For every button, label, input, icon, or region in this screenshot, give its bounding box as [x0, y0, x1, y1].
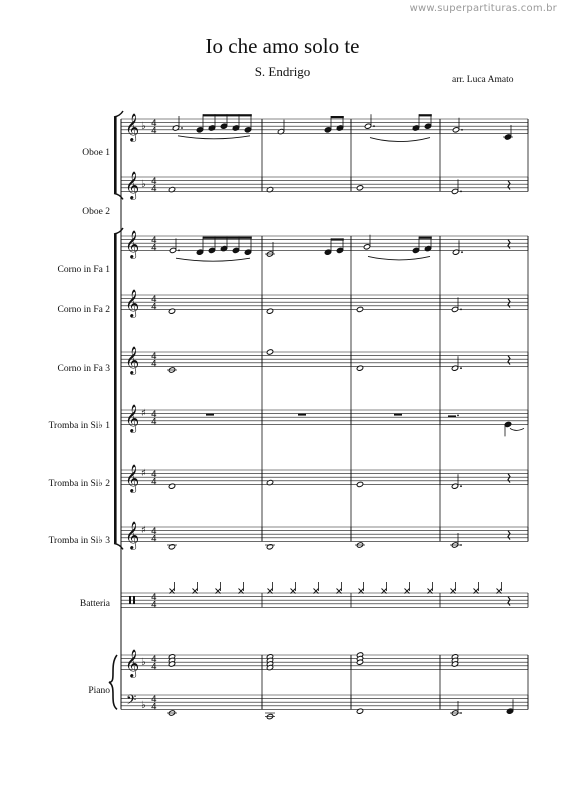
- time-signature-numerator: 4: [151, 177, 157, 187]
- augmentation-dot: [373, 125, 375, 127]
- treble-clef: 𝄞: [125, 464, 140, 492]
- time-signature-denominator: 4: [151, 417, 157, 428]
- staff-marks: [109, 111, 528, 712]
- augmentation-dot: [457, 415, 459, 417]
- treble-clef: 𝄞: [125, 346, 140, 374]
- eighth-note: [220, 123, 227, 129]
- time-signature-numerator: 4: [151, 695, 157, 705]
- half-note: [277, 128, 284, 134]
- eighth-note: [412, 125, 419, 131]
- half-note: [451, 483, 458, 489]
- augmentation-dot: [461, 129, 463, 131]
- augmentation-dot: [460, 367, 462, 369]
- time-signature-numerator: 4: [151, 527, 157, 537]
- staff-lines: [121, 119, 528, 709]
- oboe-bracket-top: [114, 111, 123, 117]
- whole-note: [168, 483, 175, 489]
- augmentation-dot: [178, 250, 180, 252]
- whole-rest: [206, 414, 214, 416]
- eighth-note: [244, 127, 251, 133]
- slur: [370, 138, 430, 142]
- arranger-credit: arr. Luca Amato: [452, 75, 514, 85]
- time-signature-numerator: 4: [151, 655, 157, 665]
- eighth-beam: [331, 238, 344, 240]
- whole-note: [356, 481, 363, 487]
- key-flat: ♭: [141, 657, 146, 668]
- time-signature-denominator: 4: [151, 126, 157, 137]
- slur: [176, 258, 250, 261]
- instrument-label-corno-2: Corno in Fa 2: [57, 305, 110, 315]
- instrument-label-corno-3: Corno in Fa 3: [57, 364, 110, 374]
- instrument-label-oboe-2: Oboe 2: [82, 207, 110, 217]
- half-note: [452, 249, 459, 255]
- time-signature-denominator: 4: [151, 600, 157, 611]
- time-signature-denominator: 4: [151, 534, 157, 545]
- quarter-rest: [508, 299, 510, 308]
- augmentation-dot: [460, 544, 462, 546]
- quarter-rest: [508, 181, 510, 190]
- time-signature-numerator: 4: [151, 352, 157, 362]
- instrument-label-corno-1: Corno in Fa 1: [57, 265, 110, 275]
- treble-clef: 𝄞: [125, 113, 140, 141]
- oboe-bracket-bottom: [114, 193, 123, 199]
- brass-bracket: [114, 234, 117, 543]
- key-flat: ♭: [141, 179, 146, 190]
- time-signature-numerator: 4: [151, 593, 157, 603]
- half-note: [172, 125, 179, 131]
- time-signature-denominator: 4: [151, 184, 157, 195]
- eighth-note: [208, 247, 215, 253]
- key-sharp: ♯: [141, 468, 146, 479]
- composer-name: S. Endrigo: [254, 64, 311, 79]
- treble-clef: 𝄞: [125, 230, 140, 258]
- quarter-rest: [508, 474, 510, 483]
- eighth-note: [412, 247, 419, 253]
- whole-rest: [394, 414, 402, 416]
- time-signature-numerator: 4: [151, 236, 157, 246]
- eighth-note: [196, 127, 203, 133]
- eighth-note: [336, 125, 343, 131]
- time-signature-denominator: 4: [151, 302, 157, 313]
- augmentation-dot: [461, 251, 463, 253]
- half-note: [363, 244, 370, 250]
- eighth-note: [424, 123, 431, 129]
- eighth-beam: [419, 237, 432, 239]
- instrument-label-tromba-2: Tromba in Si♭ 2: [48, 479, 110, 489]
- key-sharp: ♯: [141, 408, 146, 419]
- half-note: [451, 306, 458, 312]
- whole-note: [168, 544, 175, 550]
- augmentation-dot: [460, 309, 462, 311]
- eighth-note: [324, 127, 331, 133]
- whole-note: [168, 186, 175, 192]
- piano-brace: [109, 655, 117, 709]
- instrument-label-piano: Piano: [88, 686, 110, 696]
- time-signature-numerator: 4: [151, 410, 157, 420]
- time-signature-denominator: 4: [151, 702, 157, 713]
- eighth-note: [220, 245, 227, 251]
- treble-clef: 𝄞: [125, 521, 140, 549]
- time-signature-denominator: 4: [151, 662, 157, 673]
- whole-note: [266, 349, 273, 355]
- brass-bracket-bottom: [114, 543, 123, 549]
- treble-clef: 𝄞: [125, 171, 140, 199]
- instrument-label-batteria: Batteria: [79, 599, 110, 609]
- site-watermark: www.superpartituras.com.br: [409, 3, 557, 14]
- treble-clef: 𝄞: [125, 404, 140, 432]
- eighth-note: [232, 247, 239, 253]
- eighth-note: [196, 249, 203, 255]
- eighth-beam: [203, 237, 252, 239]
- percussion-clef: [133, 596, 135, 604]
- whole-note: [266, 479, 273, 485]
- bass-clef: 𝄢: [126, 692, 137, 711]
- treble-clef: 𝄞: [125, 649, 140, 677]
- score-title: Io che amo solo te: [205, 34, 360, 58]
- whole-note: [356, 185, 363, 191]
- half-note: [169, 247, 176, 253]
- quarter-rest: [508, 240, 510, 249]
- quarter-note: [506, 708, 513, 714]
- instrument-label-tromba-3: Tromba in Si♭ 3: [48, 536, 110, 546]
- slur: [178, 136, 250, 139]
- eighth-note: [232, 125, 239, 131]
- augmentation-dot: [460, 191, 462, 193]
- augmentation-dot: [460, 712, 462, 714]
- tie: [510, 428, 524, 430]
- oboe-bracket: [114, 117, 117, 193]
- eighth-beam: [331, 116, 344, 118]
- whole-note: [356, 708, 363, 714]
- whole-note: [356, 365, 363, 371]
- whole-note: [266, 186, 273, 192]
- quarter-rest: [508, 356, 510, 365]
- half-note: [452, 127, 459, 133]
- whole-note: [168, 308, 175, 314]
- treble-clef: 𝄞: [125, 289, 140, 317]
- whole-note: [266, 308, 273, 314]
- eighth-beam: [203, 114, 252, 116]
- augmentation-dot: [460, 485, 462, 487]
- key-sharp: ♯: [141, 525, 146, 536]
- eighth-note: [208, 125, 215, 131]
- quarter-note: [504, 421, 511, 427]
- whole-note: [266, 544, 273, 550]
- whole-note: [356, 306, 363, 312]
- quarter-rest: [508, 597, 510, 606]
- key-flat: ♭: [141, 121, 146, 132]
- augmentation-dot: [181, 127, 183, 129]
- half-note: [451, 365, 458, 371]
- eighth-beam: [419, 114, 432, 116]
- brass-bracket-top: [114, 228, 123, 234]
- time-signature-denominator: 4: [151, 243, 157, 254]
- time-signature-denominator: 4: [151, 477, 157, 488]
- key-flat: ♭: [141, 700, 146, 711]
- eighth-note: [244, 249, 251, 255]
- percussion-clef: [129, 596, 131, 604]
- time-signature-numerator: 4: [151, 119, 157, 129]
- time-signature-numerator: 4: [151, 295, 157, 305]
- eighth-note: [424, 245, 431, 251]
- time-signature-denominator: 4: [151, 359, 157, 370]
- quarter-rest: [508, 531, 510, 540]
- slur: [368, 256, 430, 260]
- half-note: [364, 123, 371, 129]
- eighth-note: [324, 249, 331, 255]
- instrument-label-tromba-1: Tromba in Si♭ 1: [48, 421, 110, 431]
- eighth-note: [336, 247, 343, 253]
- half-note: [451, 188, 458, 194]
- half-rest: [448, 415, 456, 417]
- instrument-label-oboe-1: Oboe 1: [82, 148, 110, 158]
- whole-rest: [298, 414, 306, 416]
- time-signature-numerator: 4: [151, 470, 157, 480]
